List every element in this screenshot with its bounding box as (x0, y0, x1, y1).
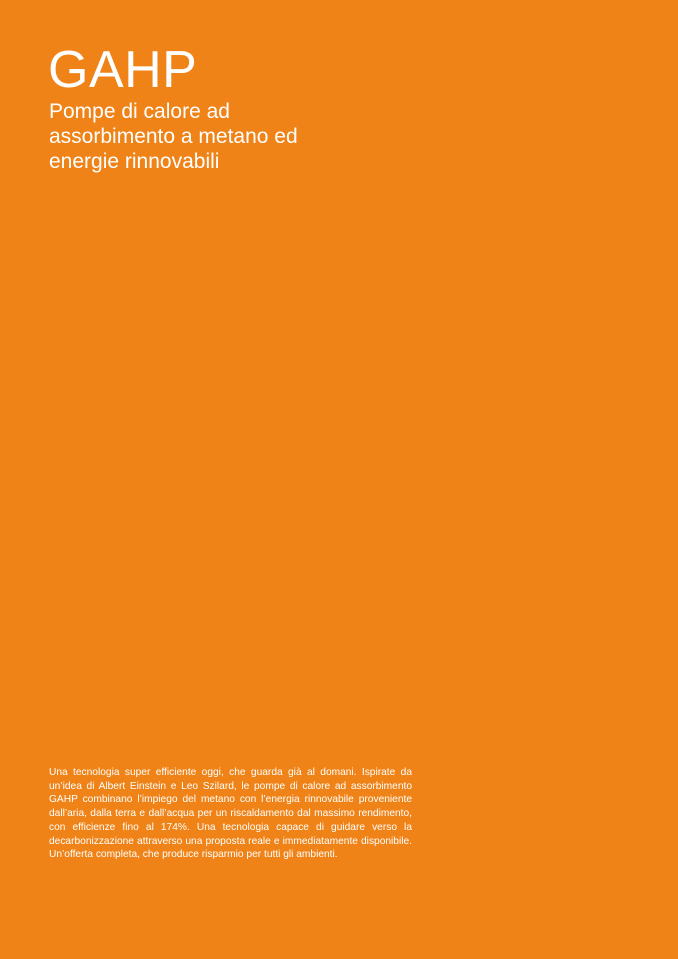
cover-title: GAHP (48, 41, 198, 99)
cover-subtitle: Pompe di calore ad assorbimento a metano ed energie rinnovabili (49, 100, 298, 173)
cover-description: Una tecnologia super efficiente oggi, che guarda già al domani. Ispirate da un’idea di Albert Einstein e Leo Szilard, le pompe di calore ad assorbimento GAHP combinano l’impiego del metano con l’energia rinnovabile proveniente dall’aria, dalla terra e dall’acqua per un riscaldamento dal massimo rendimento, con efficienze fino al 174%. Una tecnologia capace di guidare verso la decarbonizzazione attraverso una proposta reale e immediatamente disponibile. Un’offerta completa, che produce risparmio per tutti gli ambienti. (49, 767, 412, 861)
